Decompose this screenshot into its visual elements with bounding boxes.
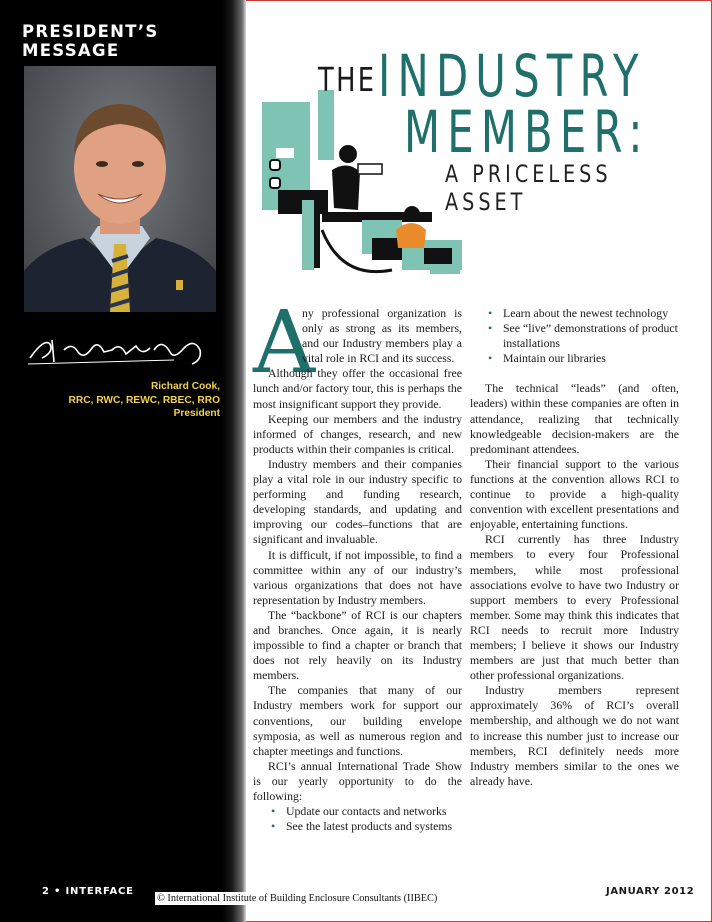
list-item: • Update our contacts and networks [253, 804, 462, 819]
author-photo [24, 66, 216, 312]
author-caption [30, 380, 220, 421]
article-column-1 [253, 293, 462, 834]
headline-industry: INDUSTRY [378, 42, 646, 110]
paragraph: RCI currently has three Industry members to every four Professional members, while most professional associations evolve to have two Industry or support members to every Professional member. Some may think this indicates that RCI needs to recruit more Industry members; I believe it shows our Industry members are just that much better than other professional organizations. [470, 532, 679, 683]
list-item: • See the latest products and systems [253, 819, 462, 834]
paragraph: The technical “leads” (and often, leaders) within these companies are often in attendance, realizing that technically knowledgeable decision-makers are the predominant attendees. [470, 381, 679, 456]
lead-paragraph: ny professional organization is only as strong as its members, and our Industry members play a vital role in RCI and its success. [302, 306, 462, 366]
paragraph: RCI’s annual International Trade Show is our yearly opportunity to do the following: [253, 758, 462, 803]
paragraph: Keeping our members and the industry informed of changes, research, and new products within their companies is critical. [253, 411, 462, 456]
list-item: • Learn about the newest technology [470, 306, 679, 321]
list-item: • Maintain our libraries [470, 351, 679, 366]
author-name: Richard Cook, [150, 381, 220, 392]
paragraph: The “backbone” of RCI is our chapters and branches. Once again, it is nearly impossible to find a chapter or branch that does not rely heavily on its Industry members. [253, 607, 462, 683]
issue-date: JANUARY 2012 [606, 886, 695, 897]
headline-the: THE [318, 60, 377, 99]
headline-member: MEMBER: [404, 98, 650, 166]
paragraph: Although they offer the occasional free lunch and/or factory tour, this is perhaps the most insignificant support they provide. [253, 366, 462, 411]
article-column-2 [470, 306, 679, 789]
section-title: PRESIDENT’S MESSAGE [22, 22, 159, 60]
author-credentials: RRC, RWC, REWC, RBEC, RRO [68, 394, 220, 406]
signature [24, 330, 214, 370]
headline-subtitle: A PRICELESS ASSET [445, 160, 612, 216]
page-label: 2 • INTERFACE [42, 886, 134, 897]
paragraph: Industry members and their companies play a vital role in our industry specific to performing and funding research, developing standards, and updating and improving our codes–functions that are significant and invaluable. [253, 456, 462, 547]
drop-cap: A [253, 293, 316, 393]
paragraph: It is difficult, if not impossible, to find a committee within any of our industry’s various organizations that does not have representation by Industry members. [253, 547, 462, 607]
paragraph: The companies that many of our Industry members work for support our conventions, our building envelope symposia, as well as numerous region and chapter meetings and functions. [253, 683, 462, 758]
bullet-list [470, 306, 679, 366]
bullet-list [253, 804, 462, 834]
copyright-notice: © International Institute of Building Enclosure Consultants (IIBEC) [155, 892, 447, 905]
list-item: • See “live” demonstrations of product installations [470, 321, 679, 351]
paragraph: Industry members represent approximately 36% of RCI’s overall membership, and although we do not want to increase this number just to increase our members, RCI definitely needs more Industry members similar to the ones we already have. [470, 683, 679, 788]
portrait-image [24, 66, 216, 312]
author-role: President [173, 408, 220, 419]
paragraph: Their financial support to the various functions at the convention allows RCI to continue to provide a high-quality convention with excellent presentations and enjoyable, entertaining functions. [470, 456, 679, 532]
